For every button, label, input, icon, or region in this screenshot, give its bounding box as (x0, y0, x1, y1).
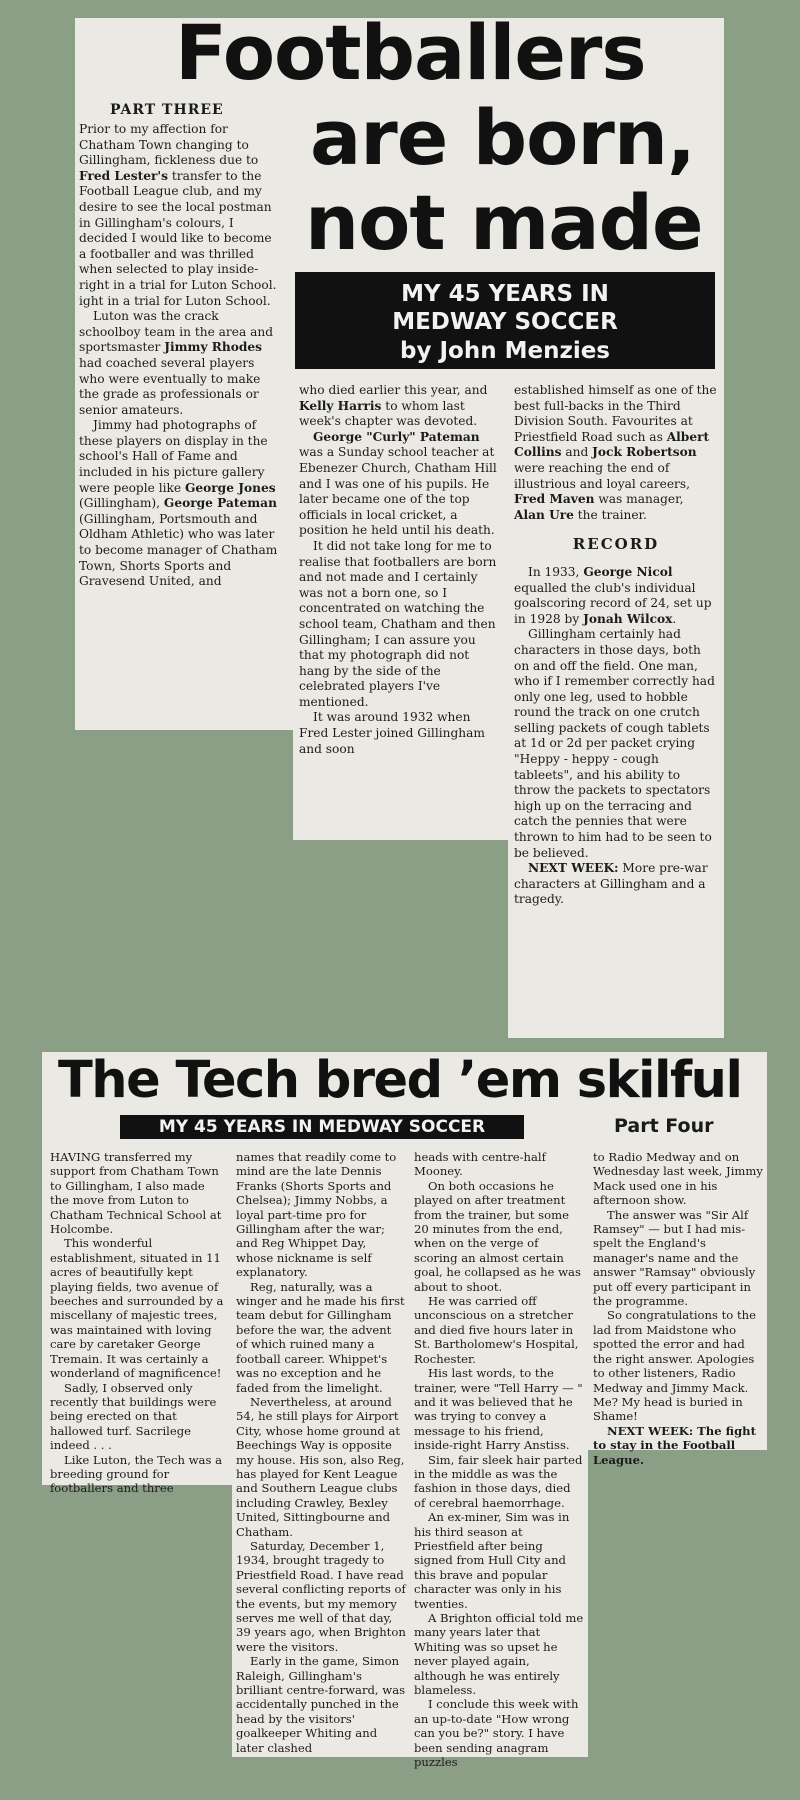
paragraph: Reg, naturally, was a winger and he made his first team debut for Gillingham before the war, the advent of which ruined many a football career. Whippet's was no exception and he faded from the limelight. (236, 1279, 405, 1395)
subheading: RECORD (572, 535, 660, 554)
paragraph: heads with centre-half Mooney. (414, 1150, 546, 1179)
paragraph: NEXT WEEK: More pre-war characters at Gillingham and a tragedy. (514, 861, 708, 907)
banner-line1: MY 45 YEARS IN (401, 281, 609, 307)
article1-part-label: PART THREE (110, 102, 224, 118)
article1-column-3 (514, 383, 718, 1035)
paragraph: George "Curly" Pateman was a Sunday school teacher at Ebenezer Church, Chatham Hill and I was one of his pupils. He later became one of the top officials in local cricket, a position he held until his death. (299, 429, 497, 538)
paragraph: An ex-miner, Sim was in his third season at Priestfield after being signed from Hull City and this brave and popular character was only in his twenties. (414, 1510, 570, 1611)
paragraph: His last words, to the trainer, were "Tell Harry — " and it was believed that he was trying to convey a message to his friend, inside-right Harry Anstiss. (414, 1366, 583, 1453)
paragraph: names that readily come to mind are the late Dennis Franks (Shorts Sports and Chelsea); Jimmy Nobbs, a loyal part-time pro for Gillingham after the war; and Reg Whippet Day, whose nickname is self explanatory. (236, 1150, 397, 1280)
paragraph: Early in the game, Simon Raleigh, Gillingham's brilliant centre-forward, was accidentally punched in the head by the visitors' goalkeeper Whiting and later clashed (236, 1654, 406, 1755)
paragraph: Like Luton, the Tech was a breeding ground for footballers and three (50, 1452, 223, 1496)
paragraph: In 1933, George Nicol equalled the club's individual goalscoring record of 24, set up in 1928 by Jonah Wilcox. (514, 564, 712, 626)
article2-column-4 (593, 1150, 763, 1467)
paragraph: Jimmy had photographs of these players on display in the school's Hall of Fame and included in his picture gallery were people like George Jones (Gillingham), George Pateman (Gillingham, Portsmouth and Oldham Athletic) who was later to become manager of Chatham Town, Shorts Sports and Gravesend United, and (79, 418, 278, 589)
paragraph: ight in a trial for Luton School. (79, 293, 271, 308)
paragraph: Nevertheless, at around 54, he still plays for Airport City, whose home ground at Beechings Way is opposite my house. His son, also Reg, has played for Kent League and Southern League clubs including Crawley, Bexley United, Sittingbourne and Chatham. (236, 1394, 405, 1539)
article2-headline: The Tech bred ’em skilful (58, 1051, 742, 1110)
paragraph: Sadly, I observed only recently that buildings were being erected on that hallowed turf. Sacrilege indeed . . . (50, 1380, 217, 1453)
article1-headline-line1: Footballers (175, 8, 646, 97)
paragraph: Prior to my affection for Chatham Town changing to Gillingham, fickleness due to Fred Lester's transfer to the Football League club, and my desire to see the local postman in Gillingham's colours, I decided I would like to become a footballer and was thrilled when selected to play inside-right in a trial for Luton School. (79, 122, 277, 292)
paragraph: He was carried off unconscious on a stretcher and died five hours later in St. Bartholomew's Hospital, Rochester. (414, 1294, 579, 1366)
paragraph: to Radio Medway and on Wednesday last week, Jimmy Mack used one in his afternoon show. (593, 1150, 763, 1208)
paragraph: On both occasions he played on after treatment from the trainer, but some 20 minutes from the end, when on the verge of scoring an almost certain goal, he collapsed as he was about to shoot. (414, 1178, 581, 1294)
paragraph: It did not take long for me to realise that footballers are born and not made and I certainly was not a born one, so I concentrated on watching the school team, Chatham and then Gillingham; I can assure you that my photograph did not hang by the side of the celebrated players I've mentioned. (299, 538, 497, 709)
paragraph: I conclude this week with an up-to-date "How wrong can you be?" story. I have been sending anagram puzzles (414, 1697, 579, 1770)
article2-column-2 (236, 1150, 406, 1755)
paragraph: Luton was the crack schoolboy team in the area and sportsmaster Jimmy Rhodes had coached several players who were eventually to make the grade as professionals or senior amateurs. (79, 309, 274, 417)
article2-column-3 (414, 1150, 584, 1770)
paragraph: NEXT WEEK: The fight to stay in the Football League. (593, 1423, 756, 1467)
article1-column-1 (79, 122, 279, 728)
paragraph: Sim, fair sleek hair parted in the middle as was the fashion in those days, died of cerebral haemorrhage. (414, 1452, 583, 1510)
article2-column-1 (50, 1150, 226, 1496)
article1-series-banner (295, 272, 715, 369)
paragraph: The answer was "Sir Alf Ramsey" — but I had mis-spelt the England's manager's name and the answer "Ramsay" obviously put off every participant in the programme. (593, 1207, 756, 1309)
article2-series-banner: MY 45 YEARS IN MEDWAY SOCCER (120, 1115, 524, 1139)
paragraph: Saturday, December 1, 1934, brought tragedy to Priestfield Road. I have read several conflicting reports of the events, but my memory serves me well of that day, 39 years ago, when Brighton were the visitors. (236, 1538, 406, 1654)
paragraph: So congratulations to the lad from Maidstone who spotted the error and had the right answer. Apologies to other listeners, Radio Medway and Jimmy Mack. Me? My head is buried in Shame! (593, 1308, 756, 1424)
article1-column-2 (299, 383, 499, 838)
byline: by John Menzies (400, 338, 610, 364)
paragraph: established himself as one of the best full-backs in the Third Division South. Favourites at Priestfield Road such as Albert Collins and Jock Robertson were reaching the end of illustrious and loyal careers, Fred Maven was manager, Alan Ure the trainer. (514, 383, 717, 522)
paragraph: Gillingham certainly had characters in those days, both on and off the field. One man, who if I remember correctly had only one leg, used to hobble round the track on one crutch selling packets of cough tablets at 1d or 2d per packet crying "Heppy - heppy - cough tableets", and his ability to throw the packets to spectators high up on the terracing and catch the pennies that were thrown to him had to be seen to be believed. (514, 627, 715, 860)
paragraph: A Brighton official told me many years later that Whiting was so upset he never played again, although he was entirely blameless. (414, 1611, 584, 1698)
banner-line2: MEDWAY SOCCER (392, 309, 618, 335)
paragraph: This wonderful establishment, situated in 11 acres of beautifully kept playing fields, two avenue of beeches and surrounded by a miscellany of majestic trees, was maintained with loving care by caretaker George Tremain. It was certainly a wonderland of magnificence! (50, 1236, 224, 1381)
paragraph: It was around 1932 when Fred Lester joined Gillingham and soon (299, 710, 485, 756)
article2-part-label: Part Four (614, 1115, 714, 1137)
article1-headline-line3: not made (305, 178, 703, 267)
article1-headline-line2: are born, (310, 93, 695, 182)
paragraph: HAVING transferred my support from Chatham Town to Gillingham, I also made the move from Luton to Chatham Technical School at Holcombe. (50, 1150, 222, 1237)
paragraph: who died earlier this year, and Kelly Harris to whom last week's chapter was devoted. (299, 383, 488, 429)
